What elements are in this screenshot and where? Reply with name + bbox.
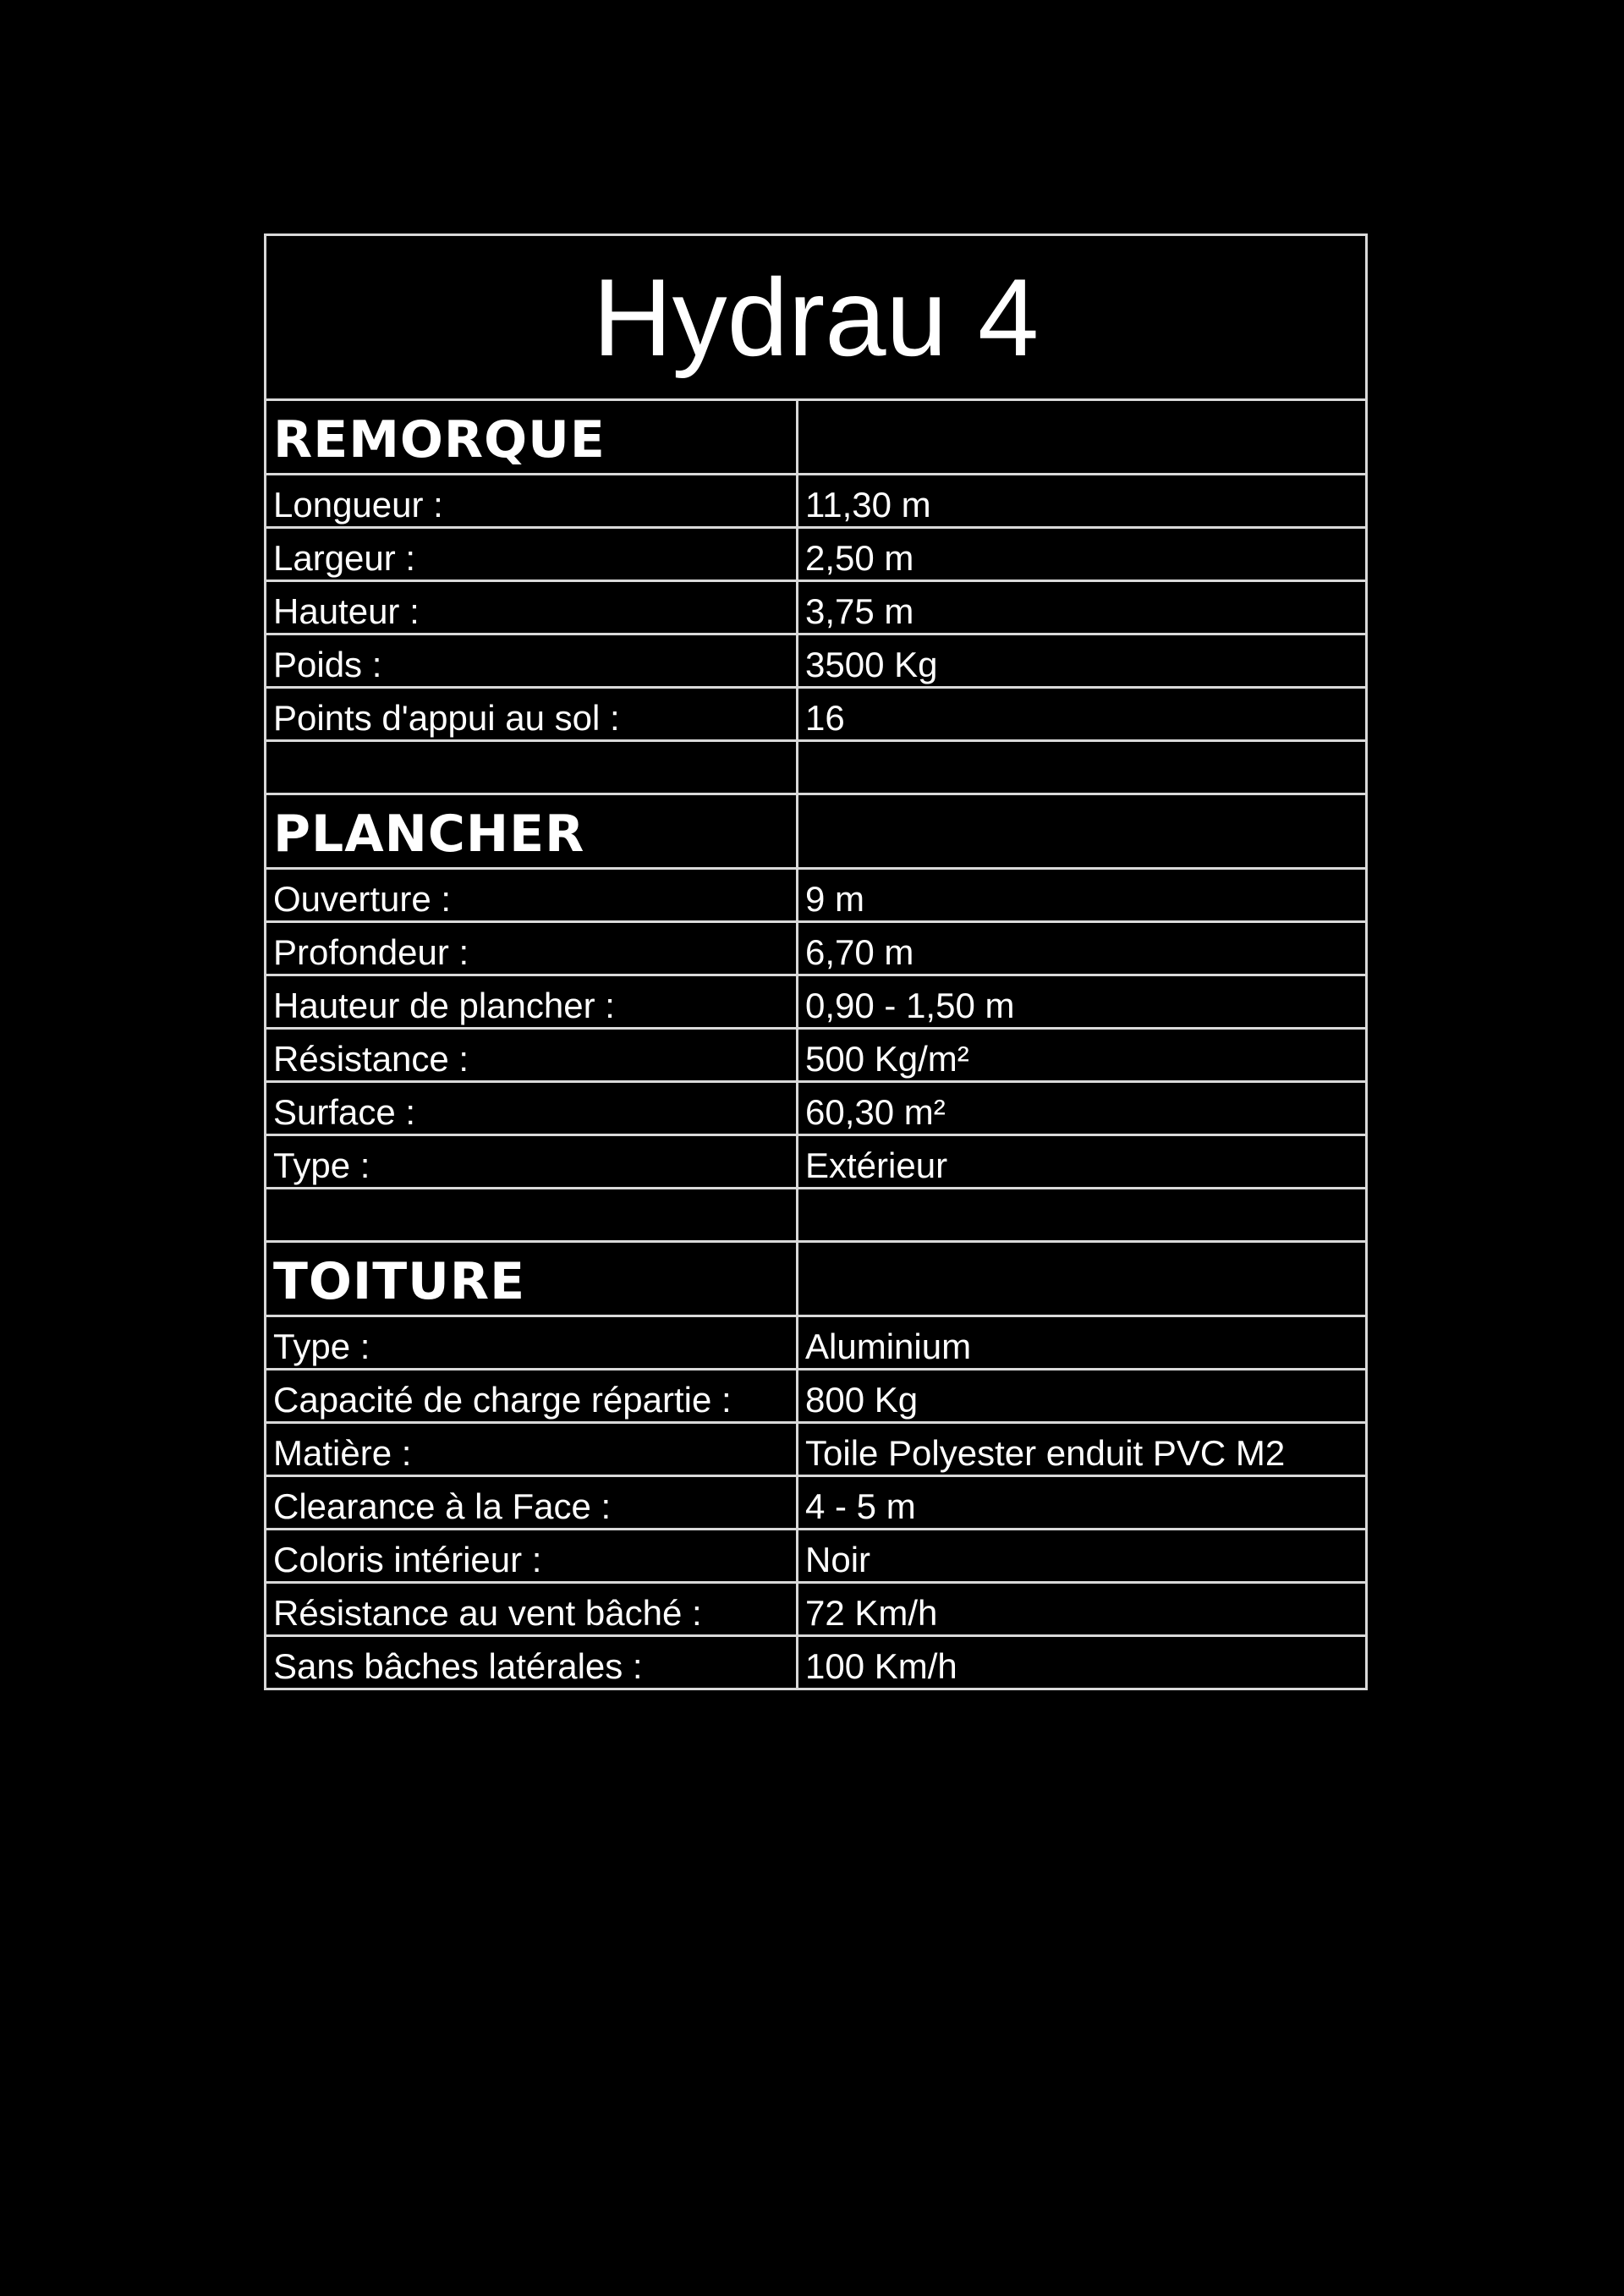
table-row <box>266 975 1367 1029</box>
table-row <box>266 581 1367 634</box>
row-value: 500 Kg/m² <box>798 1029 1367 1082</box>
row-value: 800 Kg <box>798 1370 1367 1423</box>
table-row <box>266 528 1367 581</box>
row-value: 16 <box>798 688 1367 741</box>
row-label: Résistance : <box>266 1029 798 1082</box>
table-row <box>266 688 1367 741</box>
table-row <box>266 1636 1367 1689</box>
row-value: 2,50 m <box>798 528 1367 581</box>
empty-cell <box>266 741 798 794</box>
row-value: 72 Km/h <box>798 1583 1367 1636</box>
row-label: Hauteur : <box>266 581 798 634</box>
table-row <box>266 1370 1367 1423</box>
row-label: Hauteur de plancher : <box>266 975 798 1029</box>
row-value: 11,30 m <box>798 475 1367 528</box>
row-label: Largeur : <box>266 528 798 581</box>
section-heading-remorque: REMORQUE <box>266 400 798 475</box>
row-value: Aluminium <box>798 1316 1367 1370</box>
section-header-row <box>266 794 1367 869</box>
empty-cell <box>798 794 1367 869</box>
row-label: Longueur : <box>266 475 798 528</box>
row-value: 4 - 5 m <box>798 1476 1367 1530</box>
row-label: Ouverture : <box>266 869 798 922</box>
row-label: Surface : <box>266 1082 798 1135</box>
row-label: Coloris intérieur : <box>266 1530 798 1583</box>
table-row <box>266 1530 1367 1583</box>
empty-cell <box>798 741 1367 794</box>
section-heading-toiture: TOITURE <box>266 1242 798 1316</box>
row-label: Clearance à la Face : <box>266 1476 798 1530</box>
empty-cell <box>798 1242 1367 1316</box>
row-label: Points d'appui au sol : <box>266 688 798 741</box>
row-label: Matière : <box>266 1423 798 1476</box>
row-value: 3500 Kg <box>798 634 1367 688</box>
row-value: 0,90 - 1,50 m <box>798 975 1367 1029</box>
table-row <box>266 634 1367 688</box>
row-label: Poids : <box>266 634 798 688</box>
table-row <box>266 1135 1367 1189</box>
row-value: 3,75 m <box>798 581 1367 634</box>
row-value: 6,70 m <box>798 922 1367 975</box>
section-heading-plancher: PLANCHER <box>266 794 798 869</box>
row-value: 60,30 m² <box>798 1082 1367 1135</box>
empty-cell <box>798 400 1367 475</box>
table-row <box>266 1423 1367 1476</box>
row-label: Résistance au vent bâché : <box>266 1583 798 1636</box>
table-row <box>266 1476 1367 1530</box>
row-label: Profondeur : <box>266 922 798 975</box>
table-row <box>266 1082 1367 1135</box>
row-value: 9 m <box>798 869 1367 922</box>
table-row <box>266 1029 1367 1082</box>
table-row <box>266 869 1367 922</box>
row-value: Extérieur <box>798 1135 1367 1189</box>
row-value: Toile Polyester enduit PVC M2 <box>798 1423 1367 1476</box>
row-label: Type : <box>266 1316 798 1370</box>
table-row <box>266 475 1367 528</box>
row-label: Type : <box>266 1135 798 1189</box>
spacer-row <box>266 741 1367 794</box>
document-title: Hydrau 4 <box>266 235 1367 400</box>
table-row <box>266 1316 1367 1370</box>
empty-cell <box>266 1189 798 1242</box>
row-value: Noir <box>798 1530 1367 1583</box>
row-label: Sans bâches latérales : <box>266 1636 798 1689</box>
table-row <box>266 1583 1367 1636</box>
empty-cell <box>798 1189 1367 1242</box>
table-row <box>266 922 1367 975</box>
row-label: Capacité de charge répartie : <box>266 1370 798 1423</box>
section-header-row <box>266 400 1367 475</box>
spacer-row <box>266 1189 1367 1242</box>
title-row <box>266 235 1367 400</box>
row-value: 100 Km/h <box>798 1636 1367 1689</box>
section-header-row <box>266 1242 1367 1316</box>
spec-table <box>264 233 1368 1690</box>
